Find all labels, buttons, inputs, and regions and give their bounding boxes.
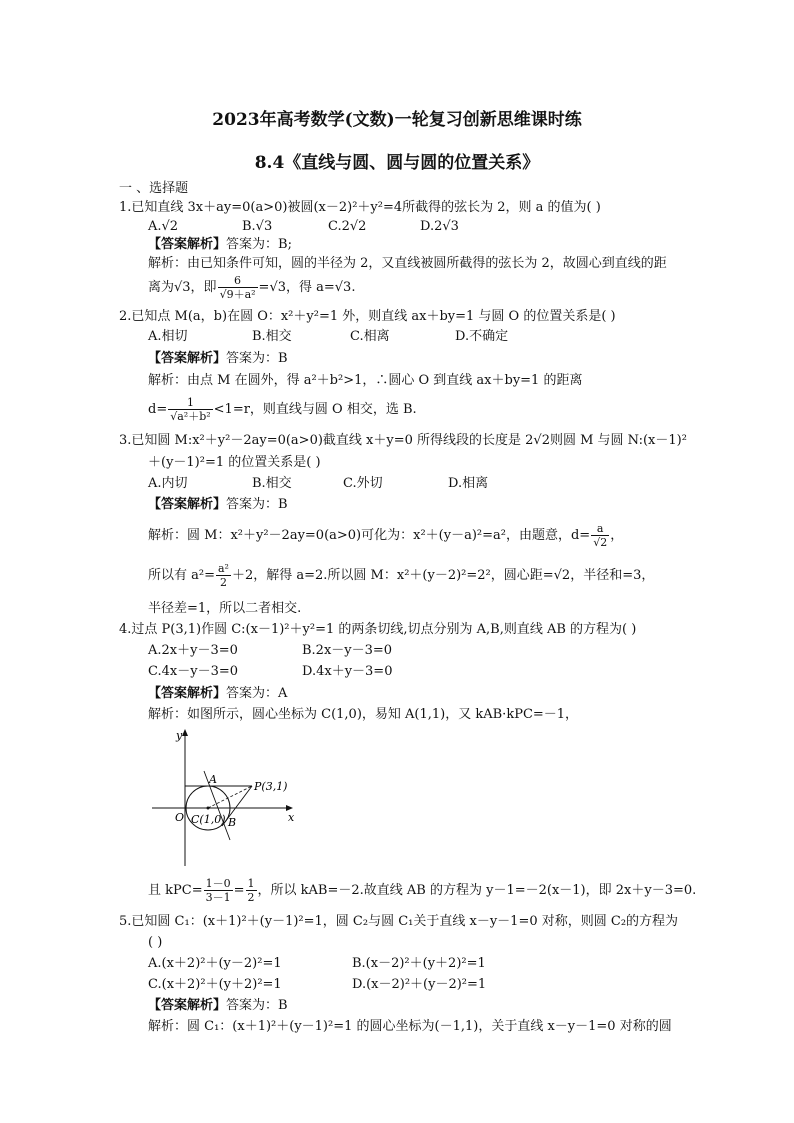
label-b: B (228, 816, 237, 829)
q4-analysis-line1: 解析：如图所示，圆心坐标为 C(1,0)，易知 A(1,1)，又 kAB·kPC=－1， (148, 707, 579, 722)
q1-option-d: D.2√3 (420, 219, 459, 234)
q2-option-b: B.相交 (252, 329, 292, 344)
q4-mid: = (233, 883, 245, 898)
q1-option-a: A.√2 (148, 219, 179, 234)
q3-analysis1a: 解析：圆 M：x²＋y²－2ay=0(a>0)可化为：x²＋(y－a)²=a²，由题意，d= (148, 528, 591, 543)
q3-option-b: B.相交 (252, 476, 292, 491)
q3-stem-line1: 3.已知圆 M:x²＋y²－2ay=0(a>0)截直线 x＋y=0 所得线段的长度是 2√2则圆 M 与圆 N:(x－1)² (119, 433, 687, 448)
q5-option-b: B.(x－2)²＋(y＋2)²=1 (352, 956, 486, 971)
q3-analysis-line3: 半径差=1，所以二者相交. (148, 601, 302, 616)
q2-option-c: C.相离 (350, 329, 390, 344)
q3-answer (148, 496, 288, 514)
answer-tag: 【答案解析】 (148, 497, 227, 512)
q3-answer-text: 答案为：B (226, 497, 288, 512)
q3-analysis2b: ＋2，解得 a=2.所以圆 M：x²＋(y－2)²=2²，圆心距=√2，半径和=3， (231, 568, 655, 583)
q5-analysis-line1: 解析：圆 C₁：(x＋1)²＋(y－1)²=1 的圆心坐标为(－1,1)，关于直线 x－y－1=0 对称的圆 (148, 1019, 672, 1034)
q1-frac-num: 6 (234, 274, 242, 287)
document-subtitle: 8.4《直线与圆、圆与圆的位置关系》 (254, 153, 540, 173)
section-heading: 一 、选择题 (119, 181, 189, 196)
q3-frac2-num: a² (218, 562, 229, 575)
label-o: O (175, 811, 185, 824)
q2-fraction (168, 396, 212, 423)
q1-analysis-line2 (148, 272, 355, 304)
q4-option-b: B.2x－y－3=0 (302, 643, 393, 658)
y-axis-arrow (182, 729, 188, 736)
q4-fraction2 (246, 877, 257, 904)
q4-frac2-num: 1 (247, 877, 255, 890)
tangent-line-pb (222, 786, 252, 826)
q3-frac2-den: 2 (216, 575, 231, 589)
document-title: 2023年高考数学(文数)一轮复习创新思维课时练 (212, 110, 582, 130)
q5-answer (148, 997, 288, 1015)
q4-fraction1 (204, 877, 233, 904)
q4-option-d: D.4x＋y－3=0 (302, 664, 393, 679)
q2-analysis-line2 (148, 393, 417, 427)
q1-fraction (218, 274, 258, 301)
q5-stem-line2: ( ) (148, 935, 163, 950)
q2-analysis2a: d= (148, 402, 168, 417)
q2-stem: 2.已知点 M(a，b)在圆 O：x²＋y²=1 外，则直线 ax＋by=1 与圆 O 的位置关系是( ) (119, 309, 616, 324)
q4-frac1-den: 3－1 (205, 891, 231, 904)
q4-option-c: C.4x－y－3=0 (148, 664, 238, 679)
q1-analysis2b: =√3，得 a=√3. (258, 280, 356, 295)
q3-frac1-den: √2 (593, 536, 608, 549)
q5-answer-text: 答案为：B (226, 998, 288, 1013)
label-x: x (288, 811, 295, 824)
q1-answer (148, 236, 292, 254)
q5-stem-line1: 5.已知圆 C₁：(x＋1)²＋(y－1)²=1，圆 C₂与圆 C₁关于直线 x－y－1=0 对称，则圆 C₂的方程为 (119, 914, 679, 929)
q3-fraction1 (591, 522, 609, 549)
q5-option-d: D.(x－2)²＋(y－2)²=1 (352, 977, 487, 992)
q3-analysis-line1 (148, 518, 623, 554)
q2-option-a: A.相切 (148, 329, 188, 344)
q2-analysis-line1: 解析：由点 M 在圆外，得 a²＋b²>1，∴圆心 O 到直线 ax＋by=1 的距离 (148, 373, 583, 388)
q1-stem: 1.已知直线 3x＋ay=0(a>0)被圆(x－2)²＋y²=4所截得的弦长为 2，则 a 的值为( ) (119, 200, 601, 215)
tangent-circle-figure (148, 726, 298, 871)
q1-option-c: C.2√2 (328, 219, 367, 234)
answer-tag: 【答案解析】 (148, 351, 227, 366)
q2-answer (148, 350, 288, 368)
q4-answer (148, 685, 287, 703)
answer-tag: 【答案解析】 (148, 686, 227, 701)
q3-analysis2a: 所以有 a²= (148, 568, 215, 583)
q1-analysis-line1: 解析：由已知条件可知，圆的半径为 2，又直线被圆所截得的弦长为 2，故圆心到直线的距 (148, 256, 667, 271)
q4-analysis2a: 且 kPC= (148, 883, 203, 898)
q5-option-c: C.(x＋2)²＋(y＋2)²=1 (148, 977, 282, 992)
q3-frac1-num: a (596, 522, 604, 535)
q2-frac-num: 1 (186, 396, 194, 409)
q3-analysis-line2 (148, 558, 654, 594)
q4-answer-text: 答案为：A (226, 686, 288, 701)
q3-option-d: D.相离 (448, 476, 489, 491)
q3-fraction2 (216, 562, 231, 589)
q4-analysis-line2 (148, 873, 696, 909)
q1-option-b: B.√3 (242, 219, 273, 234)
label-a: A (209, 773, 217, 786)
q2-analysis2b: <1=r，则直线与圆 O 相交，选 B. (213, 402, 417, 417)
q4-analysis2b: ，所以 kAB=－2.故直线 AB 的方程为 y－1=－2(x－1)，即 2x＋y－3=0. (257, 883, 697, 898)
answer-tag: 【答案解析】 (148, 237, 227, 252)
q3-option-c: C.外切 (343, 476, 383, 491)
q1-analysis2a: 离为√3，即 (148, 280, 217, 295)
q5-option-a: A.(x＋2)²＋(y－2)²=1 (148, 956, 282, 971)
center-point (207, 807, 210, 810)
label-y: y (176, 729, 183, 742)
q2-answer-text: 答案为：B (226, 351, 288, 366)
q2-frac-den: √a²＋b² (170, 410, 211, 423)
answer-tag: 【答案解析】 (148, 998, 227, 1013)
q3-stem-line2: ＋(y－1)²=1 的位置关系是( ) (148, 455, 321, 470)
q4-frac1-num: 1－0 (205, 877, 231, 890)
q4-stem: 4.过点 P(3,1)作圆 C:(x－1)²＋y²=1 的两条切线,切点分别为 A,B,则直线 AB 的方程为( ) (119, 622, 637, 637)
q1-answer-text: 答案为：B; (226, 237, 292, 252)
label-p: P(3,1) (254, 780, 288, 793)
label-c: C(1,0) (191, 813, 226, 826)
q4-frac2-den: 2 (247, 891, 255, 904)
q2-option-d: D.不确定 (455, 329, 509, 344)
q4-option-a: A.2x＋y－3=0 (148, 643, 238, 658)
q3-option-a: A.内切 (148, 476, 188, 491)
q1-frac-den: √9＋a² (219, 288, 256, 301)
q3-analysis1b: ， (610, 528, 624, 543)
